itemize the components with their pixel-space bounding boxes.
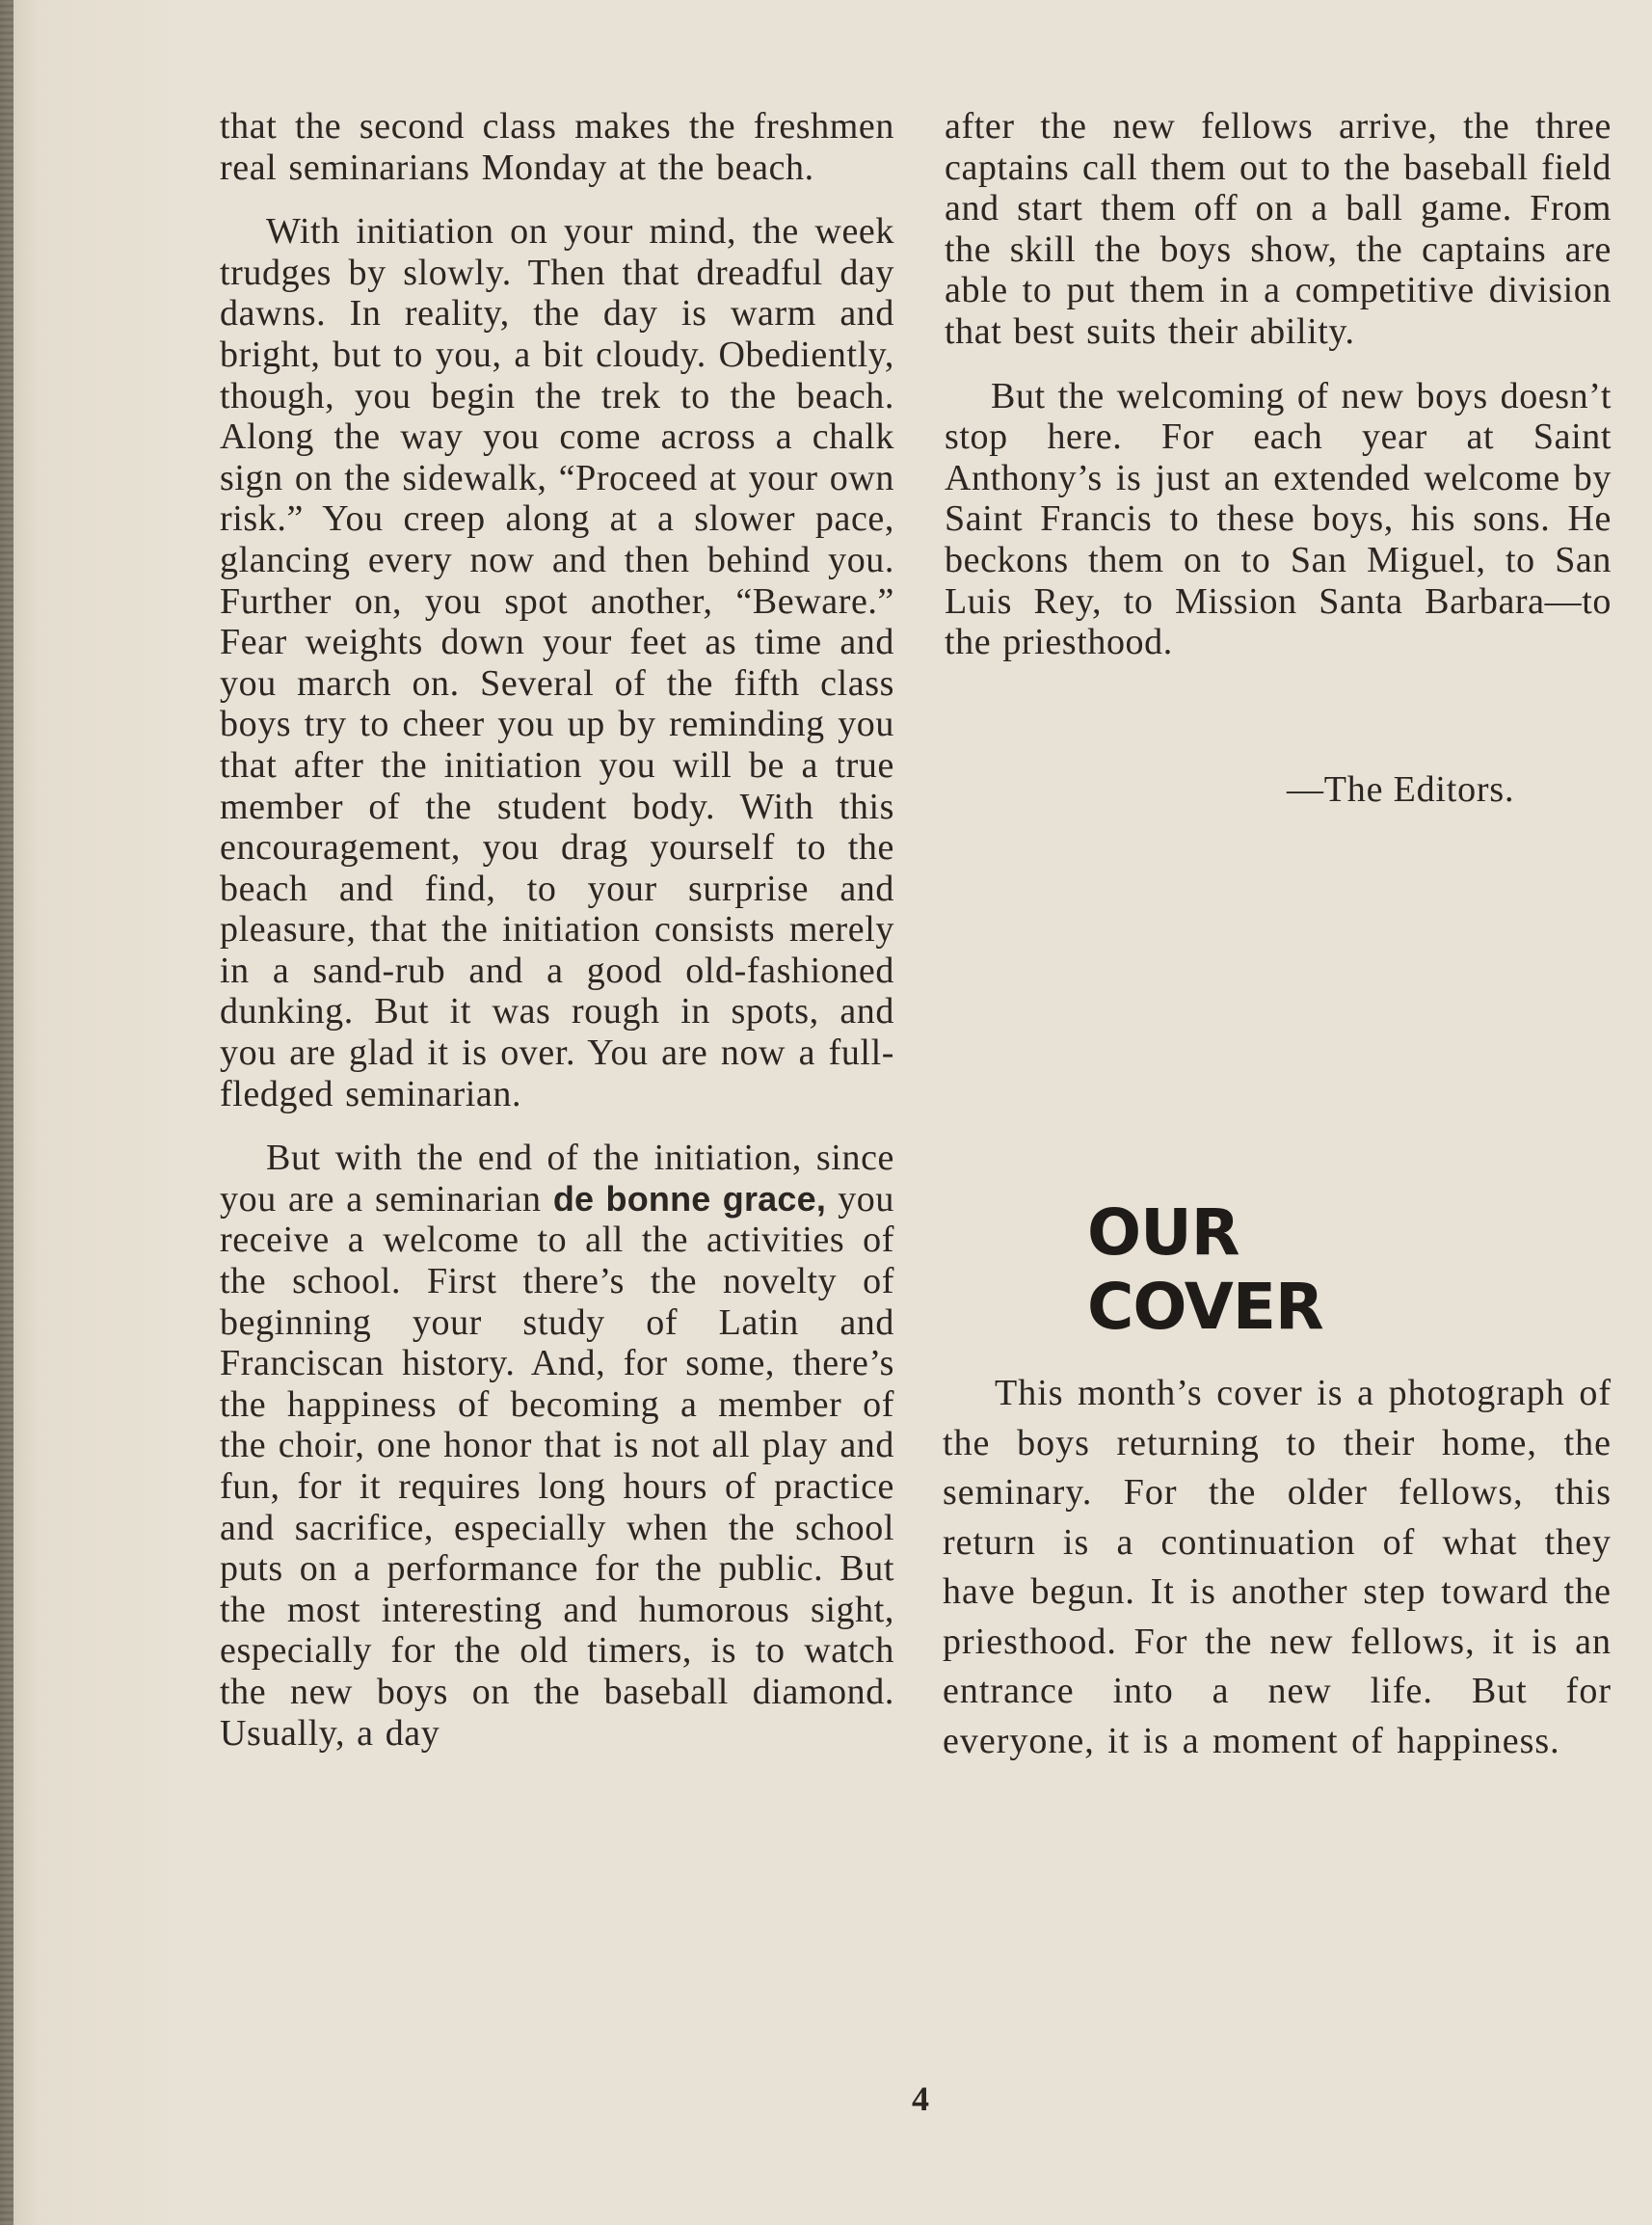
our-cover-heading: OUR COVER [1087,1195,1323,1344]
left-paragraph-3-end: you receive a welcome to all the activities of the school. First there’s the novelty of beginning your study of Latin and Franciscan history. And, for some, there’s the happiness of becoming a member of the choir, one honor that is not all play and fun, for it requires long hours of practice and sacrifice, especially when the school puts on a performance for the public. But the most interesting and humorous sight, especially for the old timers, is to watch the new boys on the baseball diamond. Usually, a day [220,1178,894,1754]
left-paragraph-3 [220,1138,894,1754]
right-column [945,106,1612,663]
cover-paragraph: This month’s cover is a photograph of the boys returning to their home, the seminary. For the older fellows, this return is a continuation of what they have begun. It is another step toward the priesthood. For the new fellows, it is an entrance into a new life. But for everyone, it is a moment of happiness. [943,1373,1612,1761]
cover-description [943,1369,1612,1766]
right-paragraph-2: But the welcoming of new boys doesn’t stop here. For each year at Saint Anthony’s is just an extended welcome by Saint Francis to these boys, his sons. He beckons them on to San Miguel, to San Luis Rey, to Mission Santa Barbara—to the priesthood. [945,375,1612,663]
page-binding-edge [0,0,13,2225]
left-paragraph-1: that the second class makes the freshmen real seminarians Monday at the beach. [220,106,894,188]
left-column [220,106,894,1754]
emphasis-phrase: de bonne grace, [552,1178,827,1219]
page-number: 4 [912,2079,929,2118]
left-paragraph-3-start: But with the end of the initiation, since you are a seminarian [220,1138,894,1220]
right-paragraph-1: after the new fellows arrive, the three captains call them out to the baseball field and start them off on a ball game. From the skill the boys show, the captains are able to put them in a competitive division that best suits their ability. [945,106,1612,352]
left-paragraph-2: With initiation on your mind, the week trudges by slowly. Then that dreadful day dawns. In reality, the day is warm and bright, but to you, a bit cloudy. Obediently, though, you begin the trek to the beach. Along the way you come across a chalk sign on the sidewalk, “Proceed at your own risk.” You creep along at a slower pace, glancing every now and then behind you. Further on, you spot another, “Beware.” Fear weights down your feet as time and you march on. Several of the fifth class boys try to cheer you up by reminding you that after the initiation you will be a true member of the student body. With this encouragement, you drag yourself to the beach and find, to your surprise and pleasure, that the initiation consists merely in a sand-rub and a good old-fashioned dunking. But it was rough in spots, and you are glad it is over. You are now a full-fledged seminarian. [220,211,894,1114]
editors-signature: —The Editors. [1287,769,1515,810]
